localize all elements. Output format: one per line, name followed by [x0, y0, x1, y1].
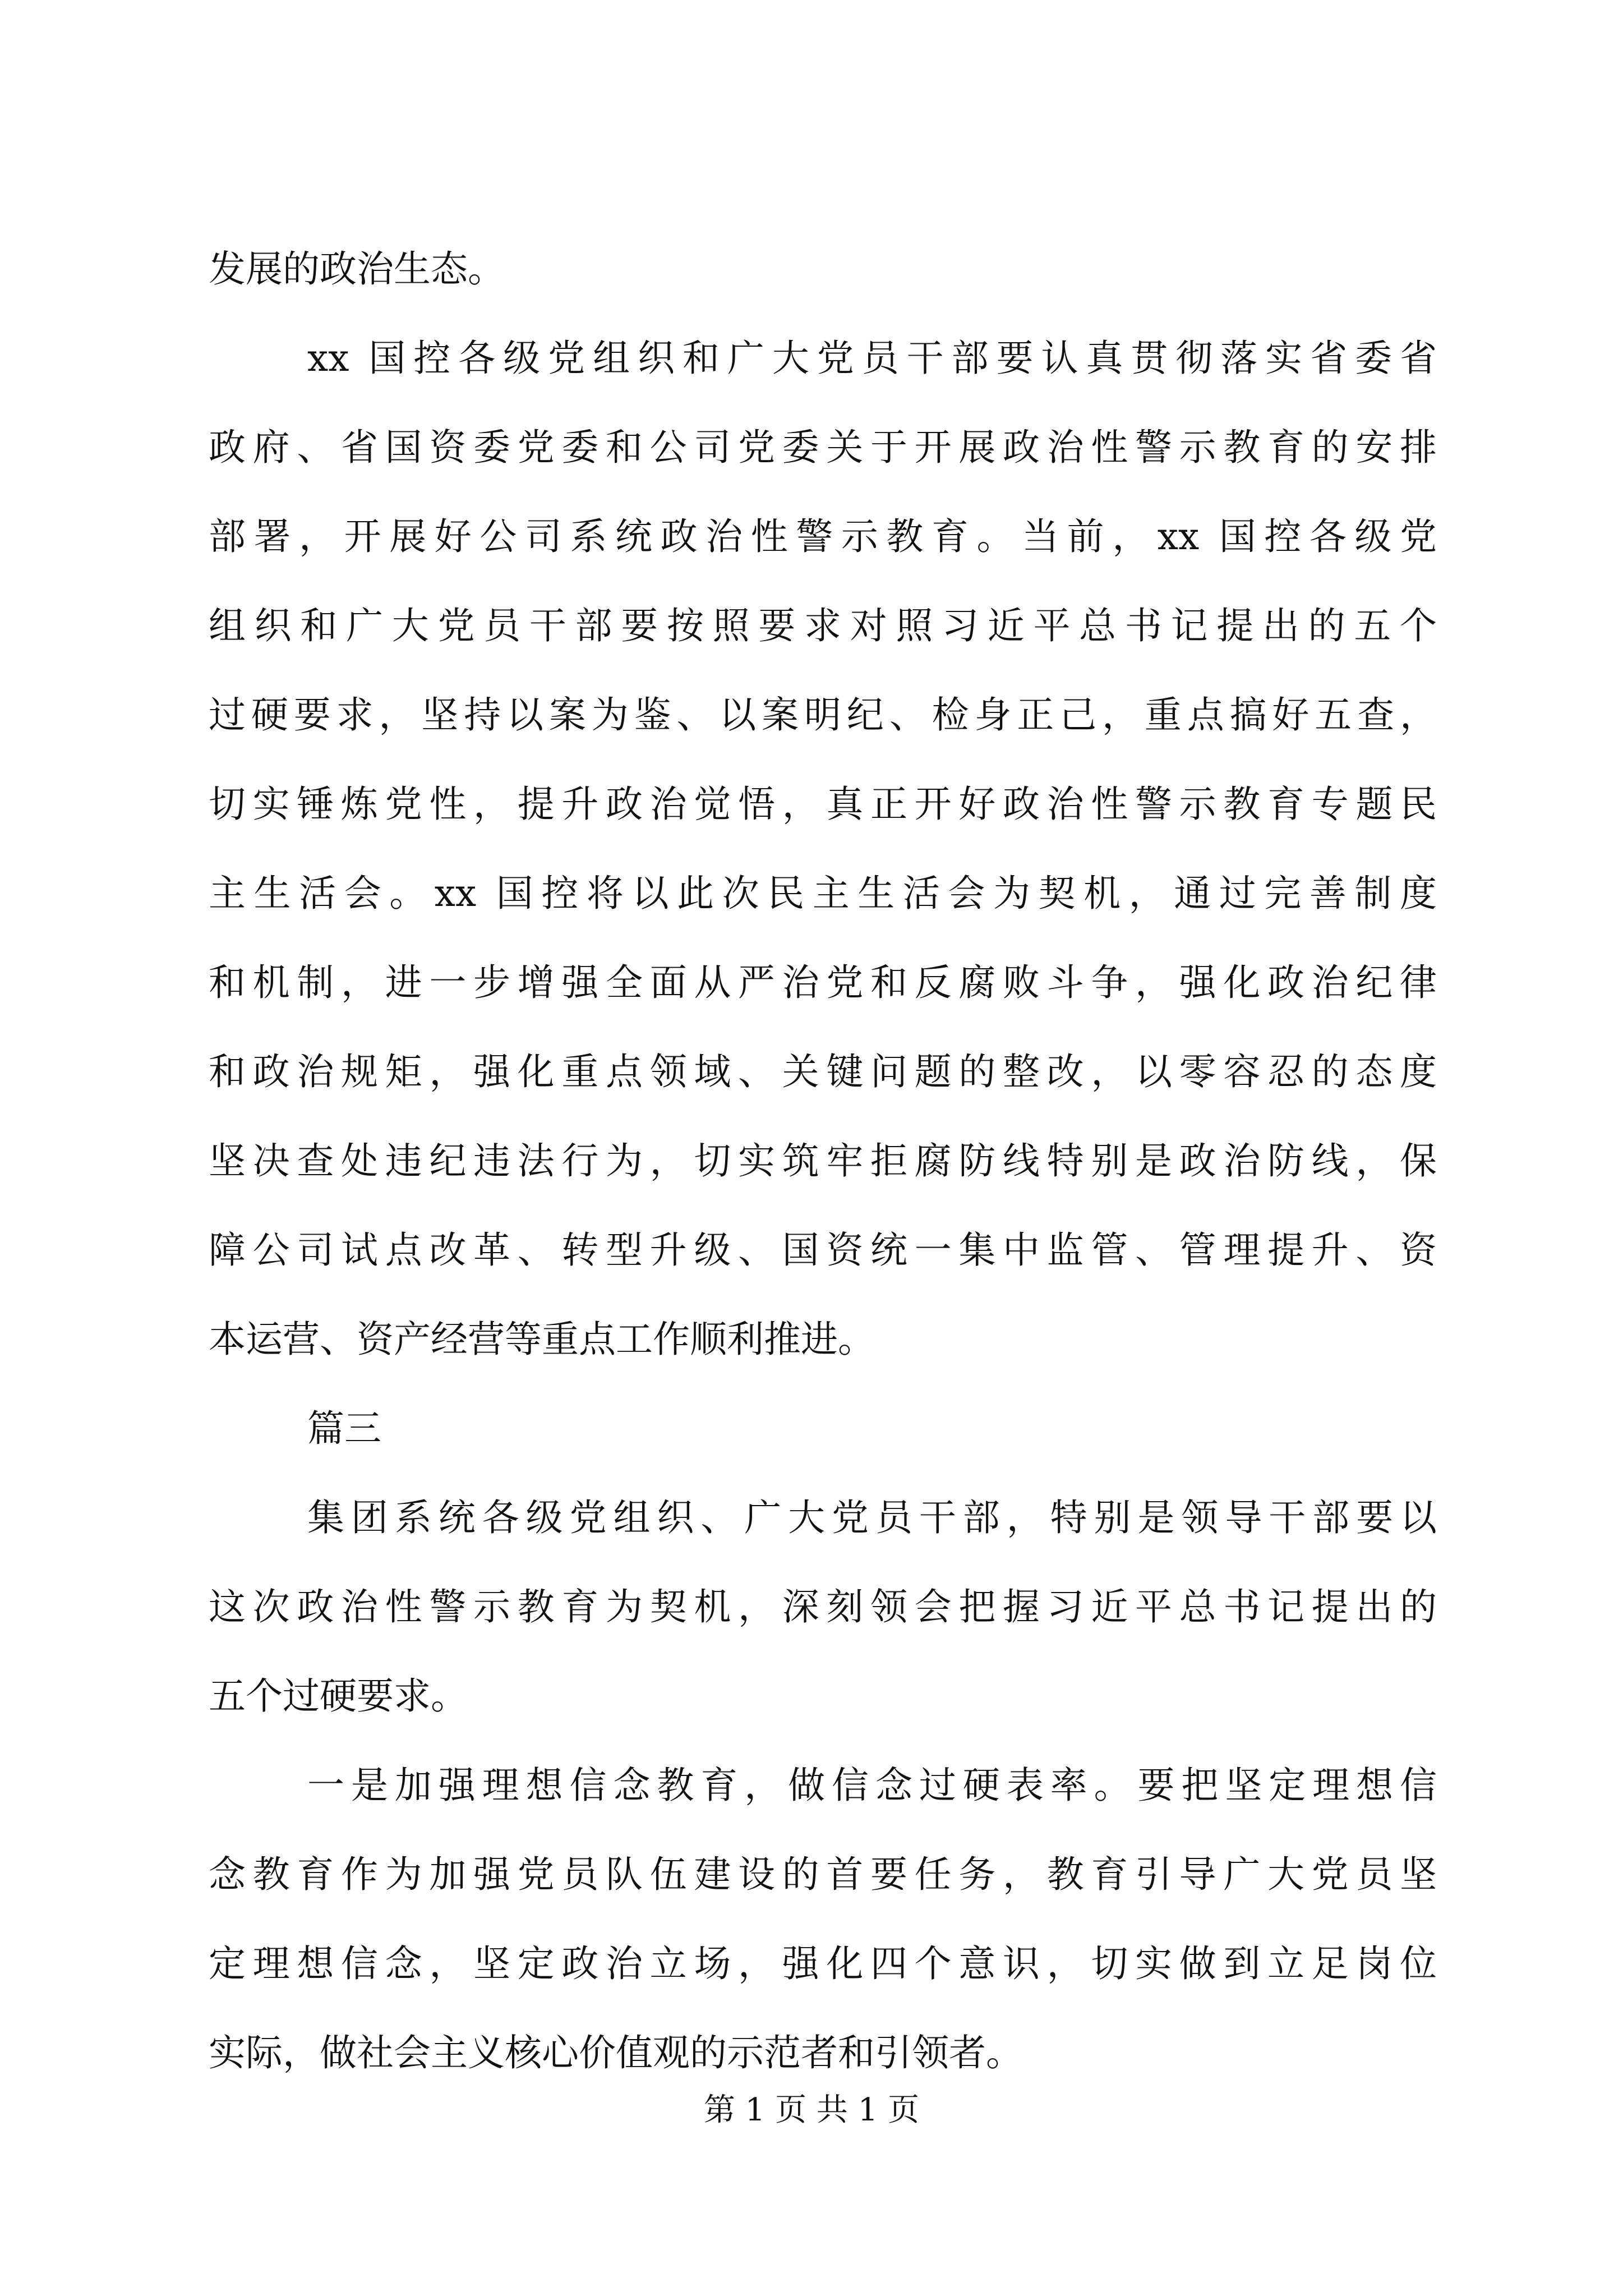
text-line: 障公司试点改革、转型升级、国资统一集中监管、管理提升、资 — [209, 1228, 1437, 1272]
document-body — [209, 224, 1437, 2097]
text-line: 主生活会。xx 国控将以此次民主生活会为契机，通过完善制度 — [209, 872, 1437, 915]
text-line: 和机制，进一步增强全面从严治党和反腐败斗争，强化政治纪律 — [209, 961, 1437, 1004]
text-line: 定理想信念，坚定政治立场，强化四个意识，切实做到立足岗位 — [209, 1942, 1437, 1985]
text-line: 坚决查处违纪违法行为，切实筑牢拒腐防线特别是政治防线，保 — [209, 1139, 1437, 1182]
text-line: 部署，开展好公司系统政治性警示教育。当前，xx 国控各级党 — [209, 515, 1437, 558]
text-line: 过硬要求，坚持以案为鉴、以案明纪、检身正己，重点搞好五查， — [209, 693, 1437, 737]
text-line: 政府、省国资委党委和公司党委关于开展政治性警示教育的安排 — [209, 426, 1437, 469]
text-line: xx 国控各级党组织和广大党员干部要认真贯彻落实省委省 — [307, 337, 1437, 380]
text-line: 一是加强理想信念教育，做信念过硬表率。要把坚定理想信 — [307, 1764, 1437, 1807]
section-heading: 篇三 — [307, 1407, 381, 1450]
text-line: 组织和广大党员干部要按照要求对照习近平总书记提出的五个 — [209, 604, 1437, 647]
text-line: 发展的政治生态。 — [209, 247, 505, 291]
text-line: 念教育作为加强党员队伍建设的首要任务，教育引导广大党员坚 — [209, 1853, 1437, 1896]
text-line: 切实锤炼党性，提升政治觉悟，真正开好政治性警示教育专题民 — [209, 783, 1437, 826]
text-line: 本运营、资产经营等重点工作顺利推进。 — [209, 1318, 875, 1361]
text-line: 集团系统各级党组织、广大党员干部，特别是领导干部要以 — [307, 1496, 1437, 1539]
text-line: 这次政治性警示教育为契机，深刻领会把握习近平总书记提出的 — [209, 1585, 1437, 1628]
page-number-footer: 第 1 页 共 1 页 — [703, 2092, 920, 2128]
text-line: 五个过硬要求。 — [209, 1674, 468, 1718]
text-line: 实际，做社会主义核心价值观的示范者和引领者。 — [209, 2031, 1023, 2074]
text-line: 和政治规矩，强化重点领域、关键问题的整改，以零容忍的态度 — [209, 1050, 1437, 1093]
